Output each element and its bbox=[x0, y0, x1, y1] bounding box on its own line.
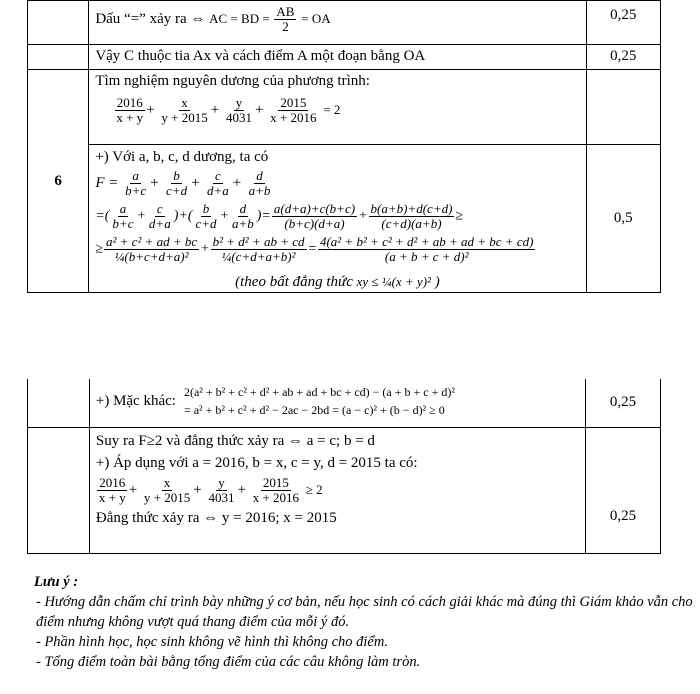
conclusion-line: Suy ra F≥2 và đẳng thức xảy ra ⇔ a = c; b = d bbox=[95, 432, 375, 449]
score-cell-empty bbox=[586, 70, 660, 145]
condition-expr2: = OA bbox=[301, 10, 331, 26]
score-cell: 0,25 bbox=[586, 1, 660, 45]
question-cell-empty bbox=[28, 427, 90, 553]
equality-case: Đẳng thức xảy ra ⇔ y = 2016; x = 2015 bbox=[95, 509, 337, 526]
condition-expr1: AC = BD = bbox=[209, 10, 270, 26]
problem-statement: Tìm nghiệm nguyên dương của phương trình: bbox=[95, 73, 370, 89]
table-row bbox=[28, 1, 661, 45]
identity-line-2: = a² + b² + c² + d² − 2ac − 2bd = (a − c)² + (b − d)² ≥ 0 bbox=[183, 403, 445, 417]
content-cell bbox=[89, 427, 585, 553]
solution-intro: +) Với a, b, c, d dương, ta có bbox=[95, 149, 269, 165]
content-cell bbox=[89, 1, 586, 45]
table-row bbox=[28, 379, 661, 427]
score-cell: 0,25 bbox=[585, 379, 660, 427]
score-cell: 0,25 bbox=[586, 45, 660, 70]
condition-prefix: Dấu “=” xảy ra ⇔ bbox=[95, 10, 210, 27]
solution-cell bbox=[89, 145, 586, 293]
table-row bbox=[28, 45, 661, 70]
identity-line-1: 2(a² + b² + c² + d² + ab + ad + bc + cd) − (a + b + c + d)² bbox=[183, 385, 455, 399]
note-item: - Tổng điểm toàn bài bằng tổng điểm của các câu không làm tròn. bbox=[36, 654, 421, 670]
table-row bbox=[28, 427, 661, 553]
content-cell: Vậy C thuộc tia Ax và cách điểm A một đoạn bằng OA bbox=[89, 45, 586, 70]
table-row bbox=[28, 145, 661, 293]
problem-cell bbox=[89, 70, 586, 145]
notes-section bbox=[34, 572, 694, 672]
table-row bbox=[28, 70, 661, 145]
bound-step: ≥ $\frac{\text{a² + c² + ad + bc}}{\text{¼(b+c+d+a)²}}$ + $\frac{\text{b² + d² + ab + cd}}{\text{¼(c+d+a+b)²}}$ = $\frac{\text{4(a² + b² + c² + d² + ab + ad + bc + cd)}}{\text{(a + b + c + d)²}}$ bbox=[95, 234, 534, 264]
question-number: 6 bbox=[28, 70, 89, 293]
mac-khac-label: +) Mặc khác: bbox=[95, 392, 176, 409]
content-cell bbox=[89, 379, 585, 427]
grouping-step: =( $\frac{a}{b+c}$ + $\frac{c}{d+a}$ )+( $\frac{b}{c+d}$ + $\frac{d}{a+b}$ )= $\frac{a(d+a)+c(b+c)}{(b+c)(d+a)}$ + $\frac{b(a+b)+d(c+d)}{(c+d)(a+b)}$ ≥ bbox=[95, 201, 464, 231]
note-item: - Phần hình học, học sinh không vẽ hình thì không cho điểm. bbox=[36, 634, 388, 650]
scoring-table bbox=[27, 0, 661, 293]
final-inequality: $\frac{2016}{x + y}$ + $\frac{x}{y + 2015}$ + $\frac{y}{4031}$ + $\frac{2015}{x + 2016}$ ≥ 2 bbox=[98, 474, 323, 505]
problem-equation: $\frac{2016}{x + y}$ + $\frac{x}{y + 2015}$ + $\frac{y}{4031}$ + $\frac{2015}{x + 2016}$ = 2 bbox=[116, 95, 341, 125]
scoring-table-continued bbox=[27, 379, 661, 554]
score-cell: 0,5 bbox=[586, 145, 660, 293]
apply-line: +) Áp dụng với a = 2016, b = x, c = y, d = 2015 ta có: bbox=[95, 454, 418, 471]
question-cell-empty bbox=[28, 379, 90, 427]
question-cell-empty bbox=[28, 45, 89, 70]
question-cell-empty bbox=[28, 1, 89, 45]
notes-title: Lưu ý : bbox=[34, 574, 79, 590]
inequality-reference: (theo bất đẳng thức xy ≤ ¼(x + y)² ) bbox=[235, 274, 440, 290]
note-item: - Hướng dẫn chấm chỉ trình bày những ý cơ bản, nếu học sinh có cách giải khác mà đúng thì Giám khảo vẫn cho điểm nhưng không vượt quá thang điểm của mỗi ý đó. bbox=[36, 594, 693, 630]
score-cell: 0,25 bbox=[585, 427, 660, 553]
f-definition: F = $\frac{a}{b+c}$ + $\frac{b}{c+d}$ + $\frac{c}{d+a}$ + $\frac{d}{a+b}$ bbox=[95, 168, 271, 198]
ab-over-2-fraction: $\frac{AB}{2}$ bbox=[276, 4, 295, 34]
